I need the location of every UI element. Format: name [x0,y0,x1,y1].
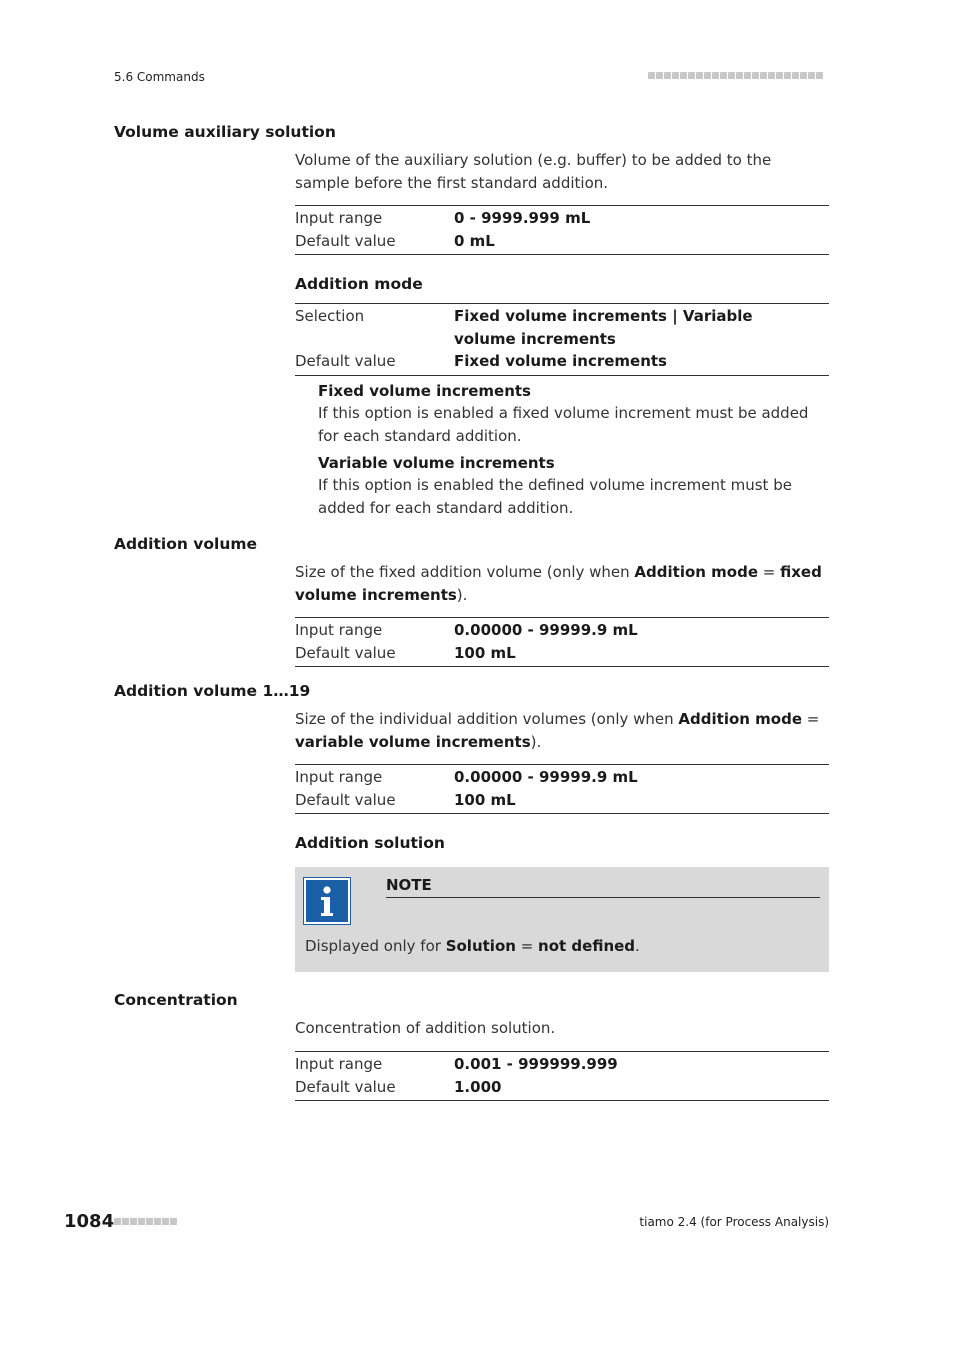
text: Size of the fixed addition volume (only when [295,563,635,581]
row-key: Selection [295,307,365,325]
table-row [295,642,829,665]
row-value: Fixed volume increments [454,352,667,370]
row-key: Input range [295,768,383,786]
row-value: Fixed volume increments | Variable volume increments [454,307,753,348]
row-value: 0 - 9999.999 mL [454,209,591,227]
running-footer-product: tiamo 2.4 (for Process Analysis) [639,1215,829,1229]
text: = [758,563,781,581]
bold-text: not defined [538,937,636,955]
addition-solution-heading: Addition solution [295,834,445,852]
text: = [802,710,820,728]
row-key: Input range [295,209,383,227]
running-header-section: 5.6 Commands [114,70,205,84]
table-row [295,789,829,812]
row-key: Input range [295,621,383,639]
table-row [295,350,829,373]
volume-aux-table [295,205,829,255]
bold-text: Addition mode [634,563,759,581]
footer-dots-decoration [114,1218,177,1225]
table-row [295,619,829,642]
row-value: 0.001 - 999999.999 [454,1055,618,1073]
addition-volume-description [295,561,829,606]
addition-mode-table [295,303,829,376]
concentration-table [295,1051,829,1101]
bold-text: Solution [445,937,516,955]
option-fixed-volume [318,380,829,447]
row-value: 1.000 [454,1077,502,1096]
info-icon [304,878,350,924]
text: ). [456,585,468,604]
table-row [295,207,829,230]
volume-aux-description: Volume of the auxiliary solution (e.g. buffer) to be added to the sample before the first standard addition. [295,151,772,192]
option-title: Variable volume increments [318,454,555,472]
bold-text: variable volume increments [295,732,531,751]
table-row [295,1076,829,1099]
addition-volume-n-table [295,764,829,814]
row-key: Default value [295,1077,396,1096]
text: ). [530,732,542,751]
note-box [295,867,829,972]
text: Size of the individual addition volumes (only when [295,710,679,728]
table-row [295,305,829,350]
table-row [295,1053,829,1076]
row-key: Default value [295,231,396,250]
concentration-heading: Concentration [114,991,238,1009]
row-value: 100 mL [454,790,516,809]
row-value: 0.00000 - 99999.9 mL [454,768,638,786]
row-key: Default value [295,352,396,370]
addition-volume-n-description [295,708,829,753]
row-key: Default value [295,790,396,809]
concentration-description: Concentration of addition solution. [295,1019,556,1037]
addition-volume-n-heading: Addition volume 1…19 [114,682,311,700]
table-row [295,230,829,253]
bold-text: Addition mode [678,710,803,728]
option-title: Fixed volume increments [318,382,531,400]
text: Displayed only for [305,937,446,955]
header-dots-decoration [648,72,823,79]
note-label: NOTE [386,876,820,898]
addition-volume-table [295,617,829,667]
addition-volume-heading: Addition volume [114,535,258,553]
table-row [295,766,829,789]
row-value: 100 mL [454,643,516,662]
row-key: Input range [295,1055,383,1073]
row-value: 0 mL [454,231,495,250]
volume-aux-heading: Volume auxiliary solution [114,123,336,141]
page-number: 1084 [64,1211,115,1232]
row-value: 0.00000 - 99999.9 mL [454,621,638,639]
text: = [515,937,539,955]
addition-mode-heading: Addition mode [295,275,423,293]
option-description: If this option is enabled a fixed volume increment must be added for each standard addition. [318,404,809,445]
text: . [635,937,640,955]
option-variable-volume [318,452,829,519]
bold-text: fixed volume increments [295,563,822,604]
note-text [305,937,640,955]
row-key: Default value [295,643,396,662]
option-description: If this option is enabled the defined volume increment must be added for each standard addition. [318,476,792,517]
